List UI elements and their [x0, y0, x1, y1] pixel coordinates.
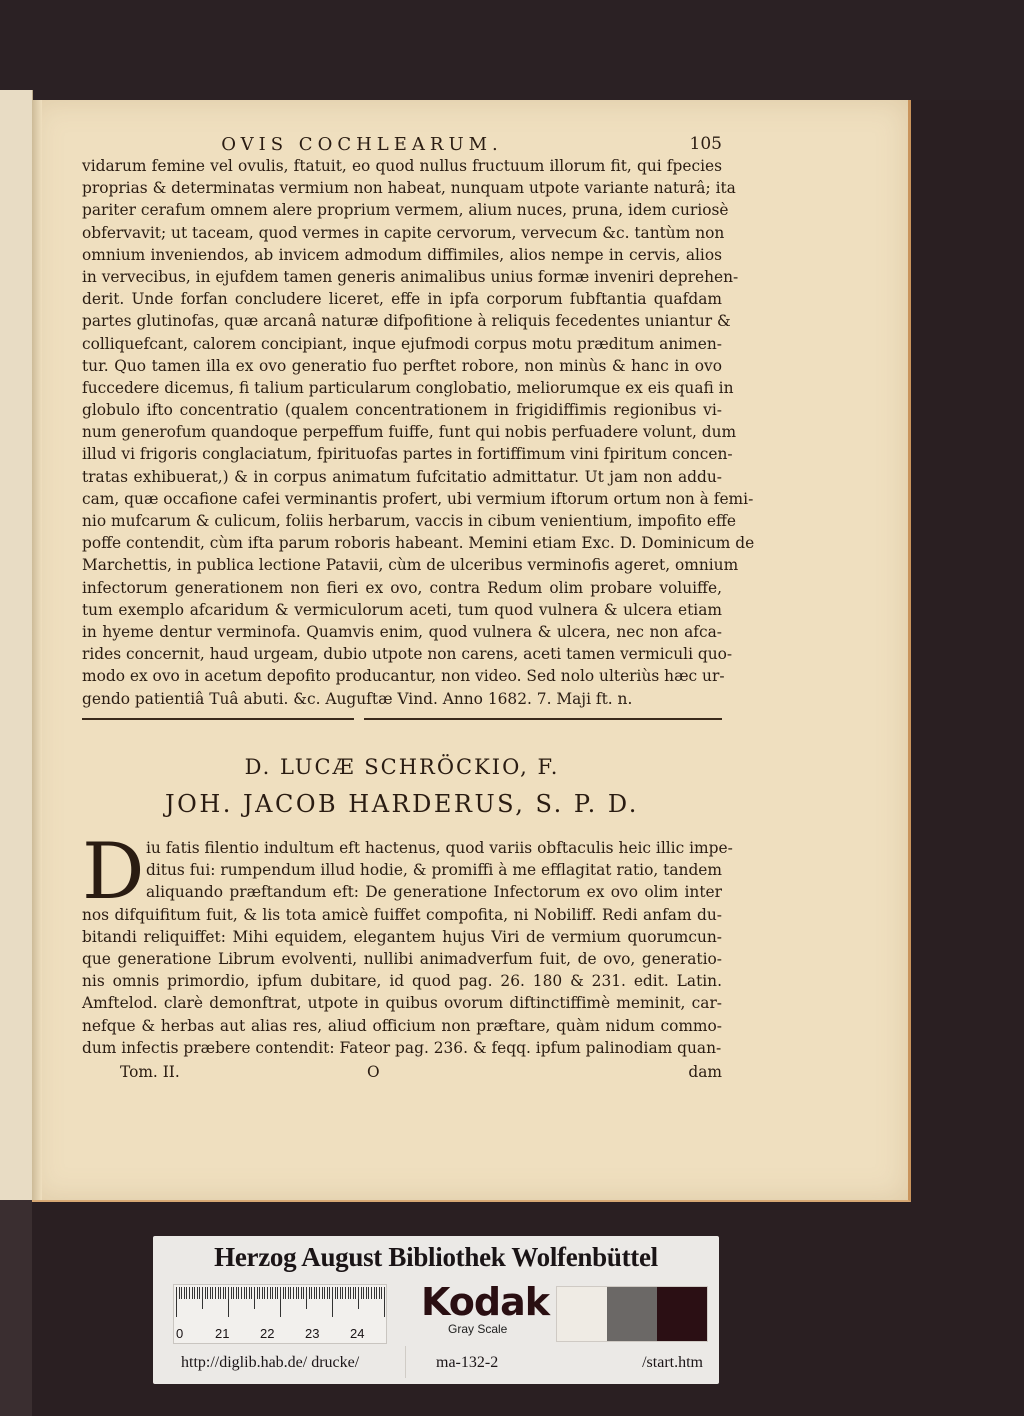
ruler-tick [384, 1287, 385, 1317]
text-line: partes glutinofas, quæ arcanâ naturæ difpofitione à reliquis fecedentes uniantur & [82, 312, 731, 331]
text-line: pariter cerafum omnem alere proprium vermem, alium nuces, pruna, idem curiosè [82, 201, 729, 220]
ruler-tick [184, 1287, 185, 1299]
text-line: proprias & determinatas vermium non habeat, nunquam utpote variante naturâ; ita [82, 179, 736, 198]
ruler-tick [361, 1287, 362, 1299]
drop-cap: D [82, 827, 145, 917]
ruler-tick [348, 1287, 349, 1299]
ruler-tick [309, 1287, 310, 1299]
ruler-tick [342, 1287, 343, 1299]
ruler-label: 21 [215, 1326, 230, 1341]
ruler-tick [236, 1287, 237, 1299]
text-line: in hyeme dentur verminofa. Quamvis enim, quod vulnera & ulcera, nec non afca- [82, 622, 722, 641]
ruler-tick [371, 1287, 372, 1299]
text-line: omnium inveniendos, ab invicem admodum diffimiles, alios nempe in cervis, alios [82, 245, 722, 264]
ruler-tick [324, 1287, 325, 1299]
text-line: bitandi reliquiffet: Mihi equidem, elegantem hujus Viri de vermium quorumcun- [82, 927, 722, 946]
ruler-tick [218, 1287, 219, 1299]
text-line: obfervavit; ut taceam, quod vermes in capite cervorum, vervecum &c. tantùm non [82, 223, 725, 242]
text-line: Marchettis, in publica lectione Patavii, cùm de ulceribus verminofis ageret, omnium [82, 556, 739, 575]
ruler-tick [280, 1287, 281, 1317]
text-line: nefque & herbas aut alias res, aliud officium non præftare, quàm nidum commo- [82, 1016, 722, 1035]
ruler-tick [293, 1287, 294, 1299]
ruler-tick [197, 1287, 198, 1299]
text-line: gendo patientiâ Tuâ abuti. &c. Auguftæ Vind. Anno 1682. 7. Maji ft. n. [82, 689, 633, 708]
ruler-tick [251, 1287, 252, 1299]
text-line: ditus fui: rumpendum illud hodie, & promiffi à me efflagitat ratio, tandem [146, 861, 722, 880]
ruler-tick [322, 1287, 323, 1299]
text-line: vidarum femine vel ovulis, ftatuit, eo quod nullus fructuum illorum fit, qui fpecies [82, 157, 722, 175]
running-head-title: OVIS COCHLEARUM. [221, 134, 503, 155]
ruler-tick [296, 1287, 297, 1299]
text-line: num generofum quandoque perpeffum fuiffe, funt qui nobis perfuadere volunt, dum [82, 423, 737, 442]
ruler-tick [194, 1287, 195, 1299]
gray-swatch [657, 1287, 707, 1341]
ruler-tick [335, 1287, 336, 1299]
ruler-tick [340, 1287, 341, 1299]
ruler-tick [285, 1287, 286, 1299]
scale-ruler [173, 1284, 387, 1344]
section-rule-right [364, 718, 722, 720]
section-rule-left [82, 718, 354, 720]
ruler-tick [327, 1287, 328, 1299]
ruler-tick [254, 1287, 255, 1309]
ruler-tick [381, 1287, 382, 1299]
gray-scale-swatches [556, 1286, 708, 1342]
paragraph-2 [82, 827, 733, 1059]
color-target-card [153, 1236, 719, 1384]
ruler-tick [314, 1287, 315, 1299]
ruler-tick [205, 1287, 206, 1299]
text-line: nis omnis primordio, ipfum dubitare, id quod pag. 26. 180 & 231. edit. Latin. [82, 972, 722, 991]
ruler-tick [202, 1287, 203, 1309]
ruler-tick [249, 1287, 250, 1299]
ruler-tick [283, 1287, 284, 1299]
ruler-tick [275, 1287, 276, 1299]
ruler-tick [376, 1287, 377, 1299]
text-line: aliquando præftandum eft: De generatione Infectorum ex ovo olim inter [146, 883, 722, 902]
library-name: Herzog August Bibliothek Wolfenbüttel [214, 1242, 658, 1272]
page-gutter [32, 100, 42, 1200]
page-number: 105 [689, 134, 722, 154]
text-line: fuccedere dicemus, fi talium particularum conglobatio, meliorumque ex eis quafi in [82, 378, 734, 397]
ruler-tick [210, 1287, 211, 1299]
text-line: cam, quæ occafione cafei verminantis profert, ubi vermium iftorum ortum non à femi- [82, 489, 754, 508]
spine-edge [0, 1200, 32, 1416]
text-line: tur. Quo tamen illa ex ovo generatio fuo perftet robore, non minùs & hanc in ovo [82, 356, 722, 375]
ruler-tick [259, 1287, 260, 1299]
ruler-tick [353, 1287, 354, 1299]
text-line: Amftelod. clarè demonftrat, utpote in quibus ovorum diftinctiffimè meminit, car- [82, 994, 722, 1013]
card-divider [405, 1346, 406, 1378]
url-prefix: http://diglib.hab.de/ drucke/ [181, 1354, 360, 1371]
text-line: dum infectis præbere contendit: Fateor pag. 236. & feqq. ipfum palinodiam quan- [82, 1038, 722, 1057]
book-page [32, 100, 911, 1202]
ruler-label: 24 [350, 1326, 365, 1341]
ruler-tick [355, 1287, 356, 1299]
ruler-tick [238, 1287, 239, 1299]
ruler-tick [176, 1287, 177, 1317]
ruler-tick [257, 1287, 258, 1299]
ruler-tick [345, 1287, 346, 1299]
ruler-tick [179, 1287, 180, 1299]
ruler-tick [215, 1287, 216, 1299]
ruler-tick [270, 1287, 271, 1299]
ruler-tick [223, 1287, 224, 1299]
ruler-tick [350, 1287, 351, 1299]
ruler-tick [228, 1287, 229, 1317]
ruler-tick [306, 1287, 307, 1309]
text-line: rides concernit, haud urgeam, dubio utpote non carens, aceti tamen vermiculi quo- [82, 645, 733, 664]
ruler-tick [366, 1287, 367, 1299]
text-line: iu fatis filentio indultum eft hactenus, quod variis obftaculis heic illic impe- [146, 839, 733, 857]
ruler-label: 0 [176, 1326, 184, 1341]
letter-sender: JOH. JACOB HARDERUS, S. P. D. [165, 790, 639, 818]
page-footer [82, 1063, 722, 1085]
ruler-tick [303, 1287, 304, 1299]
ruler-tick [225, 1287, 226, 1299]
text-line: tratas exhibuerat,) & in corpus animatum fufcitatio admittatur. Ut jam non addu- [82, 467, 722, 486]
volume-label: Tom. II. [120, 1063, 180, 1081]
ruler-tick [337, 1287, 338, 1299]
ruler-label: 22 [260, 1326, 275, 1341]
ruler-tick [192, 1287, 193, 1299]
ruler-tick [301, 1287, 302, 1299]
text-line: que generatione Librum evolventi, nullibi animadverfum fuit, de ovo, generatio- [82, 949, 722, 968]
gray-swatch [607, 1287, 657, 1341]
ruler-tick [290, 1287, 291, 1299]
ruler-tick [298, 1287, 299, 1299]
ruler-tick [332, 1287, 333, 1317]
signature-mark: O [367, 1063, 380, 1081]
ruler-label: 23 [305, 1326, 320, 1341]
ruler-tick [199, 1287, 200, 1299]
ruler-tick [358, 1287, 359, 1309]
text-line: modo ex ovo in acetum depofito producantur, non video. Sed nolo ulteriùs hæc ur- [82, 667, 725, 686]
ruler-tick [244, 1287, 245, 1299]
ruler-tick [374, 1287, 375, 1299]
ruler-tick [267, 1287, 268, 1299]
ruler-tick [186, 1287, 187, 1299]
ruler-tick [181, 1287, 182, 1299]
text-line: infectorum generationem non fieri ex ovo, contra Redum olim probare voluiffe, [82, 578, 722, 597]
text-line: nio mufcarum & culicum, foliis herbarum, vaccis in cibum venientium, impofito effe [82, 512, 736, 530]
ruler-tick [277, 1287, 278, 1299]
ruler-tick [212, 1287, 213, 1299]
ruler-tick [241, 1287, 242, 1299]
gray-scale-label: Gray Scale [448, 1322, 508, 1336]
facing-page-edge [0, 90, 33, 1200]
kodak-logo: Kodak [421, 1280, 549, 1324]
ruler-tick [207, 1287, 208, 1299]
shelfmark: ma-132-2 [436, 1354, 499, 1371]
text-line: in vervecibus, in ejufdem tamen generis animalibus unius formæ inveniri deprehen- [82, 267, 739, 286]
ruler-tick [319, 1287, 320, 1299]
catchword: dam [688, 1063, 722, 1081]
ruler-tick [264, 1287, 265, 1299]
ruler-tick [379, 1287, 380, 1299]
url-suffix: /start.htm [642, 1354, 703, 1371]
text-line: colliquefcant, calorem concipiant, inque ejufmodi corpus motu præditum animen- [82, 334, 722, 353]
ruler-tick [231, 1287, 232, 1299]
text-line: poffe contendit, cùm ifta parum roboris habeant. Memini etiam Exc. D. Dominicum de [82, 534, 755, 553]
ruler-tick [246, 1287, 247, 1299]
ruler-tick [363, 1287, 364, 1299]
ruler-tick [329, 1287, 330, 1299]
ruler-tick [233, 1287, 234, 1299]
gray-swatch [557, 1287, 607, 1341]
paragraph-1 [82, 155, 755, 710]
text-line: illud vi frigoris conglaciatum, fpirituofas partes in fortiffimum vini fpiritum concen- [82, 445, 733, 464]
ruler-tick [368, 1287, 369, 1299]
ruler-tick [189, 1287, 190, 1299]
ruler-tick [262, 1287, 263, 1299]
ruler-tick [288, 1287, 289, 1299]
text-line: globulo ifto concentratio (qualem concentrationem in frigidiffimis regionibus vi- [82, 401, 722, 420]
ruler-tick [220, 1287, 221, 1299]
text-line: tum exemplo afcaridum & vermiculorum aceti, tum quod vulnera & ulcera etiam [82, 600, 722, 619]
letter-addressee: D. LUCÆ SCHRÖCKIO, F. [244, 755, 560, 779]
ruler-tick [272, 1287, 273, 1299]
ruler-tick [316, 1287, 317, 1299]
text-line: nos difquifitum fuit, & lis tota amicè fuiffet compofita, ni Nobiliff. Redi anfam du- [82, 905, 722, 924]
text-line: derit. Unde forfan concludere liceret, effe in ipfa corporum fubftantia quafdam [82, 290, 722, 309]
scan-background-top [0, 0, 1024, 100]
ruler-tick [311, 1287, 312, 1299]
